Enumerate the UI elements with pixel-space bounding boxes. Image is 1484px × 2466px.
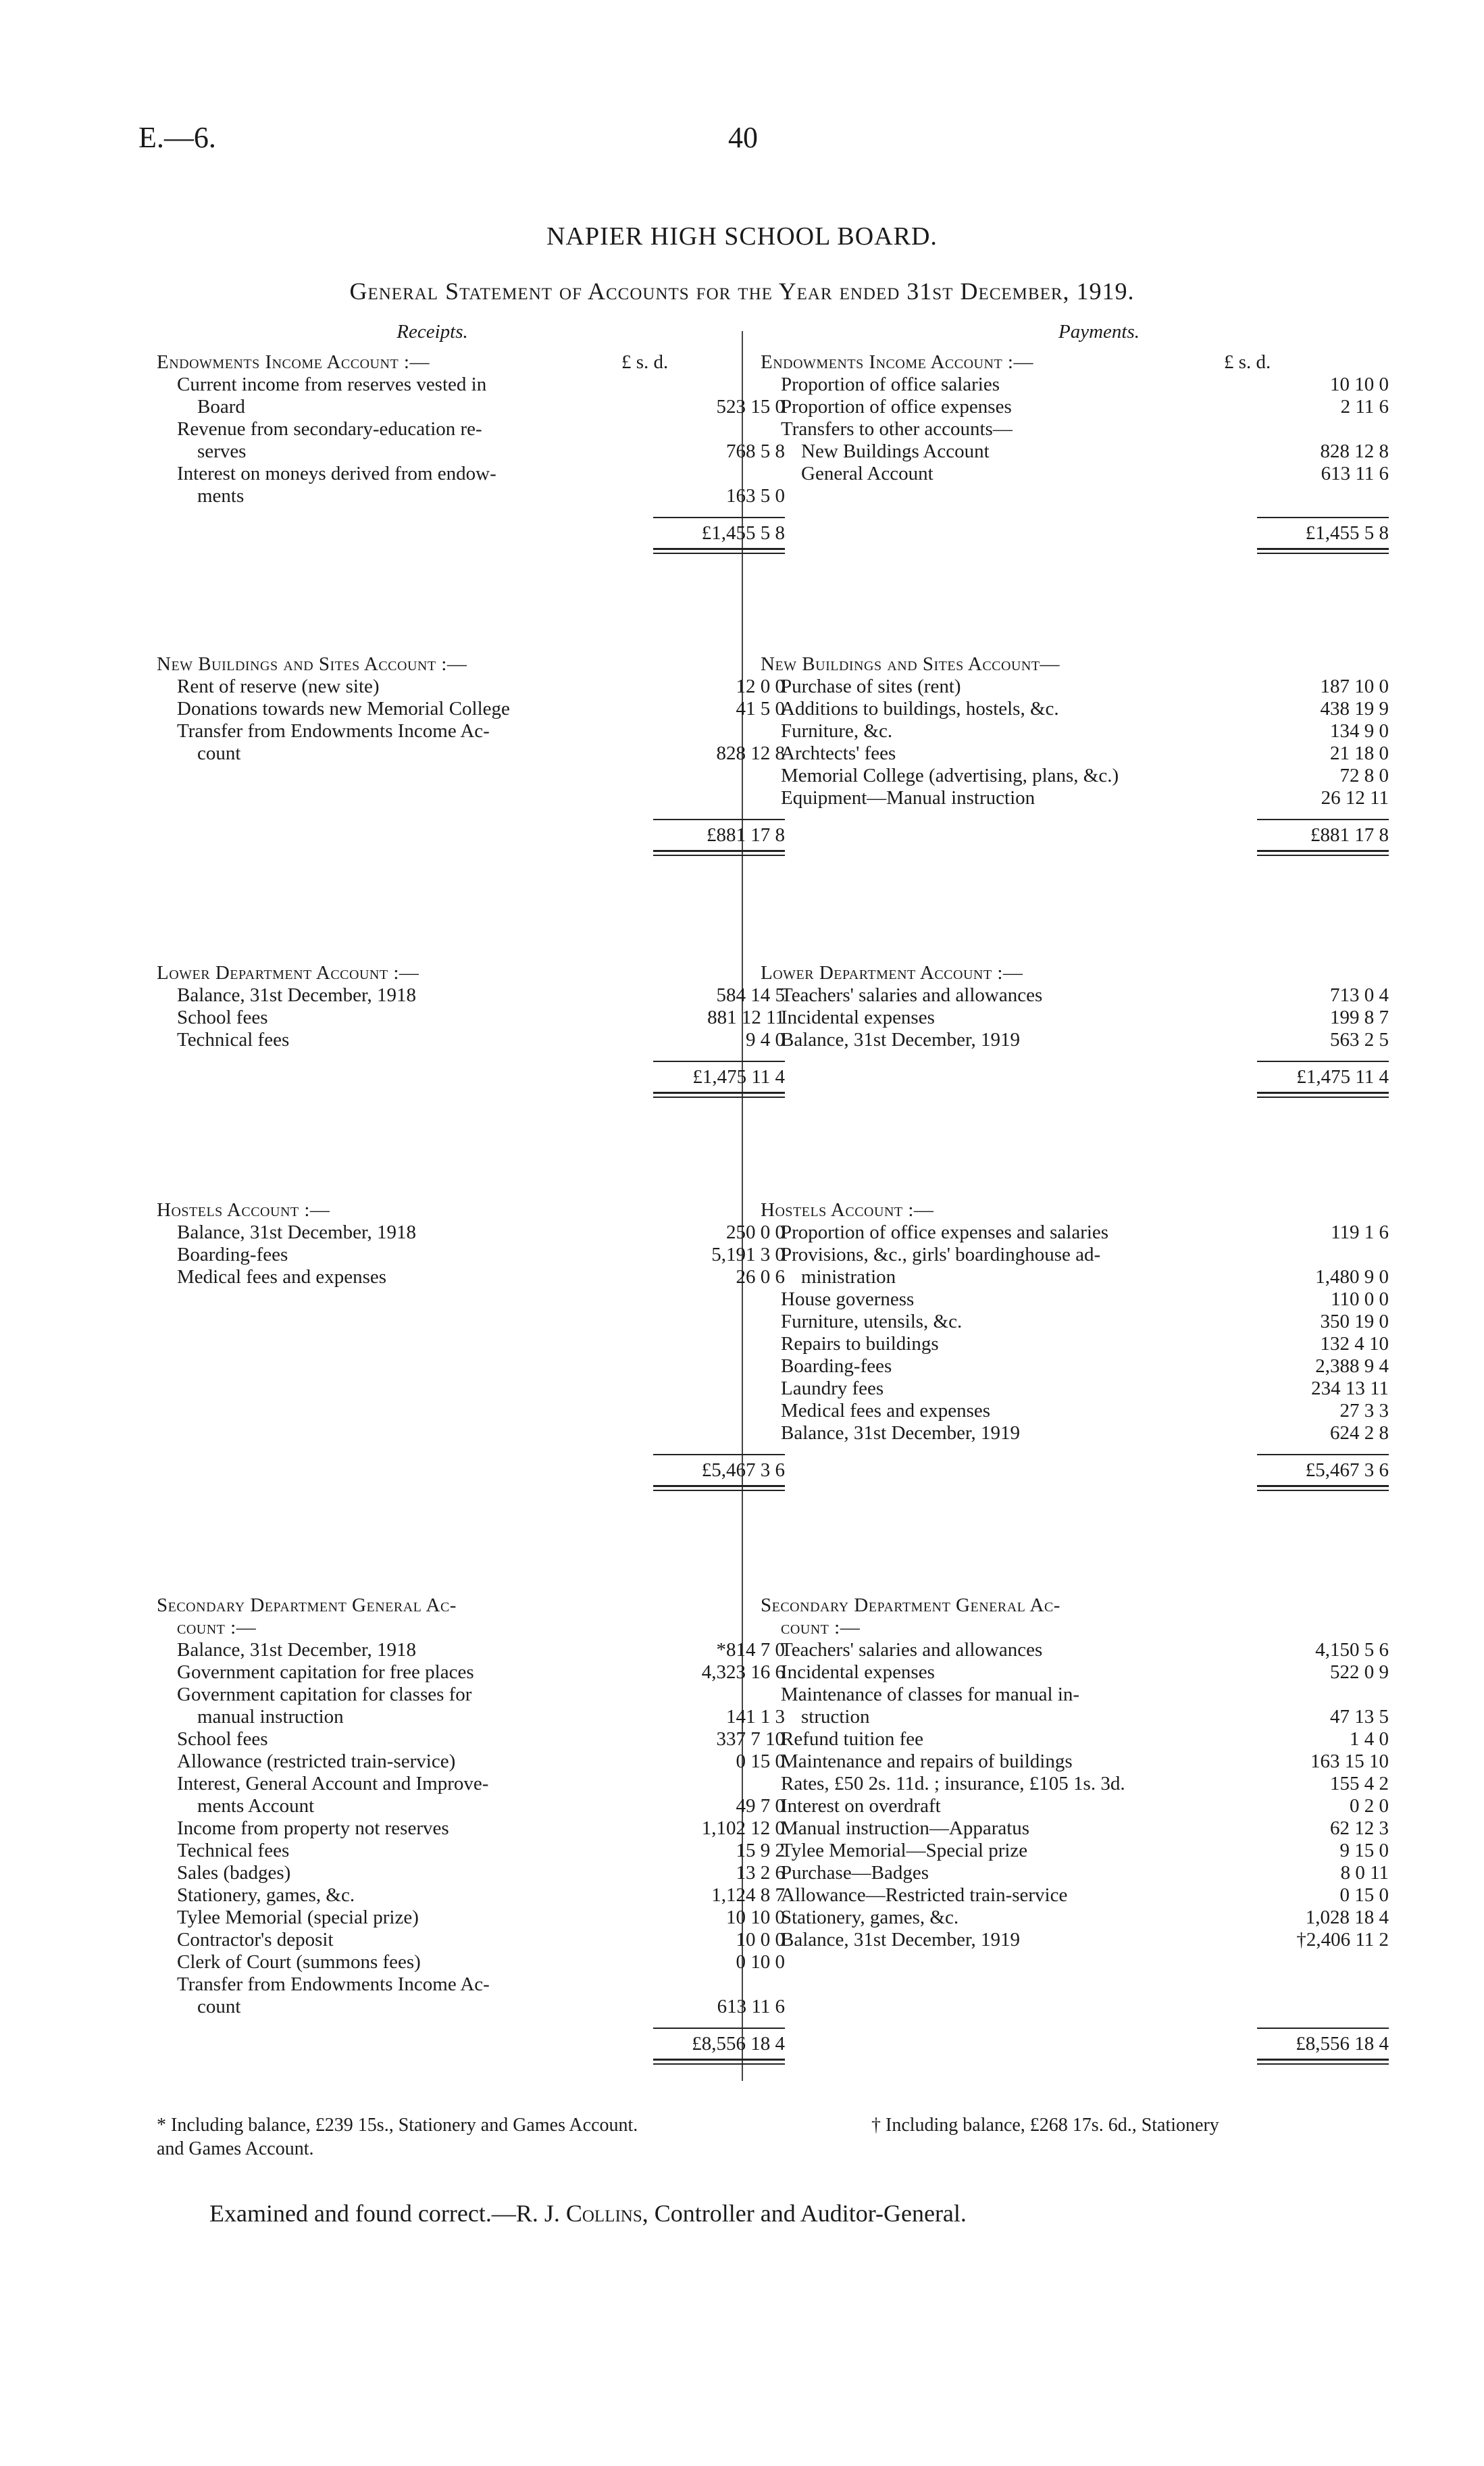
row-amount: 828 12 8 [1320, 441, 1389, 462]
section-title: Lower Department Account :— [157, 962, 419, 984]
footnote-continuation: and Games Account. [157, 2138, 314, 2159]
total-amount: £5,467 3 6 [701, 1459, 785, 1481]
row-amount: 163 15 10 [1310, 1751, 1389, 1772]
row-amount: 523 15 0 [716, 396, 785, 418]
account-row [761, 1684, 1389, 1706]
rule-line [1257, 855, 1389, 856]
account-row [761, 1751, 1389, 1773]
row-label: Transfer from Endowments Income Ac- [177, 720, 490, 742]
row-amount: 234 13 11 [1311, 1378, 1389, 1399]
row-label: count [197, 743, 241, 764]
account-row [157, 1639, 785, 1661]
account-row [761, 1266, 1389, 1288]
account-row [157, 1996, 785, 2018]
account-row [157, 1907, 785, 1929]
account-row [761, 1288, 1389, 1311]
currency-heading-left: £ s. d. [621, 351, 669, 373]
row-label: School fees [177, 1728, 268, 1750]
row-amount: 26 0 6 [736, 1266, 785, 1288]
row-amount: 584 14 5 [716, 984, 785, 1006]
receipts-secondary-section [157, 1594, 785, 2072]
payments-endowments-section [761, 351, 1389, 561]
rule-line [1257, 2028, 1389, 2029]
row-amount: 522 0 9 [1330, 1661, 1389, 1683]
rule-line [1257, 1490, 1389, 1491]
rule-line [1257, 850, 1389, 852]
row-amount: 0 15 0 [1339, 1884, 1389, 1906]
row-label: Income from property not reserves [177, 1817, 449, 1839]
account-row [761, 1333, 1389, 1355]
account-row [157, 984, 785, 1007]
row-label: Maintenance and repairs of buildings [781, 1751, 1073, 1772]
row-label: serves [197, 441, 247, 462]
rule-line [1257, 1485, 1389, 1487]
total-amount: £1,475 11 4 [692, 1066, 785, 1088]
currency-heading-right: £ s. d. [1224, 351, 1271, 373]
account-row [157, 698, 785, 720]
rule-line [1257, 2059, 1389, 2061]
row-amount: 49 7 0 [736, 1795, 785, 1817]
account-row [761, 1029, 1389, 1051]
row-label: Interest on overdraft [781, 1795, 941, 1817]
row-label: Proportion of office expenses [781, 396, 1012, 418]
account-total [761, 507, 1389, 561]
row-amount: 132 4 10 [1320, 1333, 1389, 1355]
row-label: Provisions, &c., girls' boardinghouse ad- [781, 1244, 1101, 1265]
row-amount: 350 19 0 [1320, 1311, 1389, 1332]
account-row [761, 1355, 1389, 1378]
row-label: Rates, £50 2s. 11d. ; insurance, £105 1s. 3d. [781, 1773, 1125, 1794]
account-row [157, 1817, 785, 1840]
row-label: Tylee Memorial (special prize) [177, 1907, 419, 1928]
row-amount: 13 2 6 [736, 1862, 785, 1884]
section-title: New Buildings and Sites Account— [761, 653, 1060, 675]
account-row [157, 1951, 785, 1973]
payments-heading: Payments. [1058, 321, 1140, 343]
account-row [157, 463, 785, 485]
row-label: Proportion of office expenses and salaries [781, 1222, 1109, 1243]
row-label: Boarding-fees [781, 1355, 892, 1377]
account-row [761, 1639, 1389, 1661]
account-row [157, 1728, 785, 1751]
row-amount: *814 7 0 [716, 1639, 785, 1661]
row-label: Maintenance of classes for manual in- [781, 1684, 1080, 1705]
account-row [761, 765, 1389, 787]
footnote-dagger: † Including balance, £268 17s. 6d., Stationery [871, 2115, 1219, 2136]
section-title: Endowments Income Account :— [157, 351, 430, 373]
row-label: Incidental expenses [781, 1661, 935, 1683]
rule-line [1257, 819, 1389, 820]
account-row [157, 1661, 785, 1684]
row-amount: 41 5 0 [736, 698, 785, 720]
row-label: Current income from reserves vested in [177, 374, 487, 395]
row-label: Government capitation for free places [177, 1661, 474, 1683]
row-amount: 1,028 18 4 [1305, 1907, 1389, 1928]
row-label: Transfer from Endowments Income Ac- [177, 1973, 490, 1995]
row-label: count [197, 1996, 241, 2017]
account-row [157, 1795, 785, 1817]
row-amount: 187 10 0 [1320, 676, 1389, 697]
row-label: Incidental expenses [781, 1007, 935, 1028]
row-label: Government capitation for classes for [177, 1684, 472, 1705]
row-label: Teachers' salaries and allowances [781, 984, 1043, 1006]
row-amount: 47 13 5 [1330, 1706, 1389, 1728]
account-row [157, 743, 785, 765]
row-amount: 110 0 0 [1331, 1288, 1389, 1310]
account-row [157, 1973, 785, 1996]
section-title: Hostels Account :— [761, 1199, 934, 1221]
row-label: manual instruction [197, 1706, 344, 1728]
row-label: Balance, 31st December, 1918 [177, 984, 416, 1006]
total-amount: £1,475 11 4 [1296, 1066, 1389, 1088]
receipts-lower-section [157, 962, 785, 1105]
row-label: Teachers' salaries and allowances [781, 1639, 1043, 1661]
examined-statement [209, 2199, 967, 2228]
account-total [157, 2018, 785, 2072]
row-amount: 2 11 6 [1340, 396, 1389, 418]
row-label: Balance, 31st December, 1919 [781, 1929, 1020, 1951]
account-row [157, 1862, 785, 1884]
row-amount: 119 1 6 [1331, 1222, 1389, 1243]
row-label: Allowance (restricted train-service) [177, 1751, 456, 1772]
account-row [761, 1907, 1389, 1929]
row-amount: 1,480 9 0 [1315, 1266, 1389, 1288]
account-row [157, 676, 785, 698]
account-row [157, 396, 785, 418]
receipts-endowments-section [157, 351, 785, 561]
row-label: School fees [177, 1007, 268, 1028]
row-amount: 26 12 11 [1321, 787, 1389, 809]
account-row [157, 1840, 785, 1862]
row-amount: 1 4 0 [1350, 1728, 1389, 1750]
row-label: Memorial College (advertising, plans, &c.) [781, 765, 1119, 786]
row-amount: 5,191 3 0 [711, 1244, 785, 1265]
account-row [761, 743, 1389, 765]
row-label: Refund tuition fee [781, 1728, 924, 1750]
rule-line [1257, 553, 1389, 554]
total-amount: £881 17 8 [1310, 824, 1389, 846]
row-amount: 62 12 3 [1330, 1817, 1389, 1839]
rule-line [1257, 1061, 1389, 1062]
account-row [761, 1311, 1389, 1333]
section-title-cont: count :— [781, 1617, 861, 1638]
row-label: ments Account [197, 1795, 315, 1817]
rule-line [1257, 517, 1389, 518]
row-amount: 10 0 0 [736, 1929, 785, 1951]
account-total [761, 1444, 1389, 1499]
row-label: Board [197, 396, 245, 418]
account-row [157, 1684, 785, 1706]
row-amount: 613 11 6 [1321, 463, 1389, 484]
rule-line [1257, 1454, 1389, 1455]
section-title: Lower Department Account :— [761, 962, 1023, 984]
row-label: Stationery, games, &c. [177, 1884, 355, 1906]
row-label: ments [197, 485, 245, 507]
row-label: Revenue from secondary-education re- [177, 418, 482, 440]
account-row [761, 374, 1389, 396]
account-total [761, 809, 1389, 863]
account-row [761, 1773, 1389, 1795]
row-label: Interest, General Account and Improve- [177, 1773, 489, 1794]
row-label: Furniture, utensils, &c. [781, 1311, 963, 1332]
page-number: 40 [728, 121, 758, 154]
row-label: Clerk of Court (summons fees) [177, 1951, 421, 1973]
row-amount: 563 2 5 [1330, 1029, 1389, 1051]
account-row [761, 787, 1389, 809]
account-row [761, 1222, 1389, 1244]
receipts-heading: Receipts. [396, 321, 468, 343]
rule-line [1257, 548, 1389, 550]
row-label: Furniture, &c. [781, 720, 893, 742]
rule-line [1257, 1097, 1389, 1098]
row-amount: 72 8 0 [1339, 765, 1389, 786]
account-row [157, 1222, 785, 1244]
account-row [157, 1244, 785, 1266]
row-label: Balance, 31st December, 1918 [177, 1222, 416, 1243]
row-amount: 768 5 8 [726, 441, 785, 462]
section-title: Secondary Department General Ac- [157, 1594, 457, 1616]
row-label: Interest on moneys derived from endow- [177, 463, 496, 484]
account-row [761, 1840, 1389, 1862]
account-row [761, 676, 1389, 698]
row-label: Sales (badges) [177, 1862, 291, 1884]
row-amount: 199 8 7 [1330, 1007, 1389, 1028]
row-amount: 881 12 11 [707, 1007, 785, 1028]
account-row [157, 1773, 785, 1795]
section-title-cont: count :— [177, 1617, 257, 1638]
section-title: Hostels Account :— [157, 1199, 330, 1221]
row-label: Proportion of office salaries [781, 374, 1000, 395]
total-amount: £8,556 18 4 [1296, 2033, 1389, 2055]
footnote-star: * Including balance, £239 15s., Stationery and Games Account. [157, 2115, 638, 2136]
board-title: NAPIER HIGH SCHOOL BOARD. [546, 222, 938, 251]
account-row [157, 374, 785, 396]
account-row [761, 1244, 1389, 1266]
row-amount: 828 12 8 [716, 743, 785, 764]
rule-line [1257, 2063, 1389, 2065]
account-total [761, 2018, 1389, 2072]
rule-line [1257, 1092, 1389, 1094]
row-label: Archtects' fees [781, 743, 896, 764]
row-label: New Buildings Account [801, 441, 990, 462]
row-label: Balance, 31st December, 1919 [781, 1029, 1020, 1051]
account-total [157, 1051, 785, 1105]
row-amount: 9 4 0 [746, 1029, 785, 1051]
row-amount: 438 19 9 [1320, 698, 1389, 720]
row-amount: 134 9 0 [1330, 720, 1389, 742]
row-label: Stationery, games, &c. [781, 1907, 959, 1928]
row-label: Laundry fees [781, 1378, 884, 1399]
row-label: Balance, 31st December, 1918 [177, 1639, 416, 1661]
account-row [761, 441, 1389, 463]
row-label: Equipment—Manual instruction [781, 787, 1035, 809]
account-row [157, 1751, 785, 1773]
account-row [157, 1266, 785, 1288]
total-amount: £8,556 18 4 [692, 2033, 785, 2055]
row-amount: 0 15 0 [736, 1751, 785, 1772]
row-label: ministration [801, 1266, 896, 1288]
row-amount: 163 5 0 [726, 485, 785, 507]
account-row [761, 463, 1389, 485]
account-row [157, 1929, 785, 1951]
account-row [761, 698, 1389, 720]
section-title: Endowments Income Account :— [761, 351, 1033, 373]
account-row [761, 1817, 1389, 1840]
payments-lower-section [761, 962, 1389, 1105]
account-row [761, 1400, 1389, 1422]
row-amount: 15 9 2 [736, 1840, 785, 1861]
row-label: Manual instruction—Apparatus [781, 1817, 1030, 1839]
row-amount: 250 0 0 [726, 1222, 785, 1243]
account-row [761, 1929, 1389, 1951]
account-row [761, 1706, 1389, 1728]
account-row [157, 720, 785, 743]
row-label: struction [801, 1706, 870, 1728]
account-row [761, 1422, 1389, 1444]
total-amount: £5,467 3 6 [1305, 1459, 1389, 1481]
auditor-name: R. J. Collins [515, 2200, 642, 2227]
row-amount: 10 10 0 [726, 1907, 785, 1928]
examined-text: Examined and found correct.— [209, 2200, 516, 2227]
row-label: Rent of reserve (new site) [177, 676, 380, 697]
row-label: Medical fees and expenses [177, 1266, 387, 1288]
row-amount: 613 11 6 [717, 1996, 785, 2017]
row-label: Donations towards new Memorial College [177, 698, 510, 720]
row-amount: 713 0 4 [1330, 984, 1389, 1006]
row-amount: 0 2 0 [1350, 1795, 1389, 1817]
row-amount: 1,124 8 7 [711, 1884, 785, 1906]
account-row [157, 1029, 785, 1051]
row-amount: 4,323 16 6 [701, 1661, 785, 1683]
row-amount: 8 0 11 [1340, 1862, 1389, 1884]
row-amount: †2,406 11 2 [1296, 1929, 1389, 1951]
payments-secondary-section [761, 1594, 1389, 2072]
row-label: Boarding-fees [177, 1244, 288, 1265]
row-amount: 624 2 8 [1330, 1422, 1389, 1444]
row-amount: 155 4 2 [1330, 1773, 1389, 1794]
row-amount: 9 15 0 [1339, 1840, 1389, 1861]
row-label: Repairs to buildings [781, 1333, 939, 1355]
account-row [761, 1795, 1389, 1817]
row-amount: 27 3 3 [1339, 1400, 1389, 1421]
row-label: Medical fees and expenses [781, 1400, 991, 1421]
account-row [761, 1661, 1389, 1684]
account-row [761, 1862, 1389, 1884]
auditor-title: , Controller and Auditor-General. [642, 2200, 967, 2227]
account-row [157, 418, 785, 441]
row-amount: 141 1 3 [726, 1706, 785, 1728]
row-label: Transfers to other accounts— [781, 418, 1013, 440]
row-label: Purchase—Badges [781, 1862, 929, 1884]
row-label: Tylee Memorial—Special prize [781, 1840, 1028, 1861]
account-row [761, 1007, 1389, 1029]
account-total [157, 507, 785, 561]
row-amount: 2,388 9 4 [1315, 1355, 1389, 1377]
row-amount: 337 7 10 [716, 1728, 785, 1750]
row-amount: 0 10 0 [736, 1951, 785, 1973]
account-row [157, 441, 785, 463]
total-amount: £1,455 5 8 [1305, 522, 1389, 544]
row-label: House governess [781, 1288, 915, 1310]
account-row [157, 1007, 785, 1029]
receipts-hostels-section [157, 1199, 785, 1499]
row-label: Technical fees [177, 1029, 290, 1051]
total-amount: £1,455 5 8 [701, 522, 785, 544]
section-title: Secondary Department General Ac- [761, 1594, 1060, 1616]
row-label: Technical fees [177, 1840, 290, 1861]
account-total [157, 1444, 785, 1499]
account-row [157, 485, 785, 507]
row-amount: 12 0 0 [736, 676, 785, 697]
row-amount: 21 18 0 [1330, 743, 1389, 764]
account-row [761, 720, 1389, 743]
receipts-buildings-section [157, 653, 785, 863]
row-label: Purchase of sites (rent) [781, 676, 961, 697]
row-label: Balance, 31st December, 1919 [781, 1422, 1020, 1444]
page-reference: E.—6. [138, 121, 216, 154]
payments-hostels-section [761, 1199, 1389, 1499]
statement-title: General Statement of Accounts for the Year ended 31st December, 1919. [349, 278, 1135, 305]
row-label: General Account [801, 463, 933, 484]
payments-buildings-section [761, 653, 1389, 863]
row-label: Allowance—Restricted train-service [781, 1884, 1068, 1906]
row-label: Additions to buildings, hostels, &c. [781, 698, 1059, 720]
account-row [761, 418, 1389, 441]
account-row [761, 984, 1389, 1007]
row-label: Contractor's deposit [177, 1929, 334, 1951]
total-amount: £881 17 8 [707, 824, 785, 846]
account-total [761, 1051, 1389, 1105]
account-row [761, 1378, 1389, 1400]
section-title: New Buildings and Sites Account :— [157, 653, 467, 675]
account-row [157, 1706, 785, 1728]
row-amount: 4,150 5 6 [1315, 1639, 1389, 1661]
account-row [761, 1728, 1389, 1751]
account-row [761, 396, 1389, 418]
account-row [157, 1884, 785, 1907]
row-amount: 10 10 0 [1330, 374, 1389, 395]
account-total [157, 809, 785, 863]
row-amount: 1,102 12 0 [701, 1817, 785, 1839]
account-row [761, 1884, 1389, 1907]
